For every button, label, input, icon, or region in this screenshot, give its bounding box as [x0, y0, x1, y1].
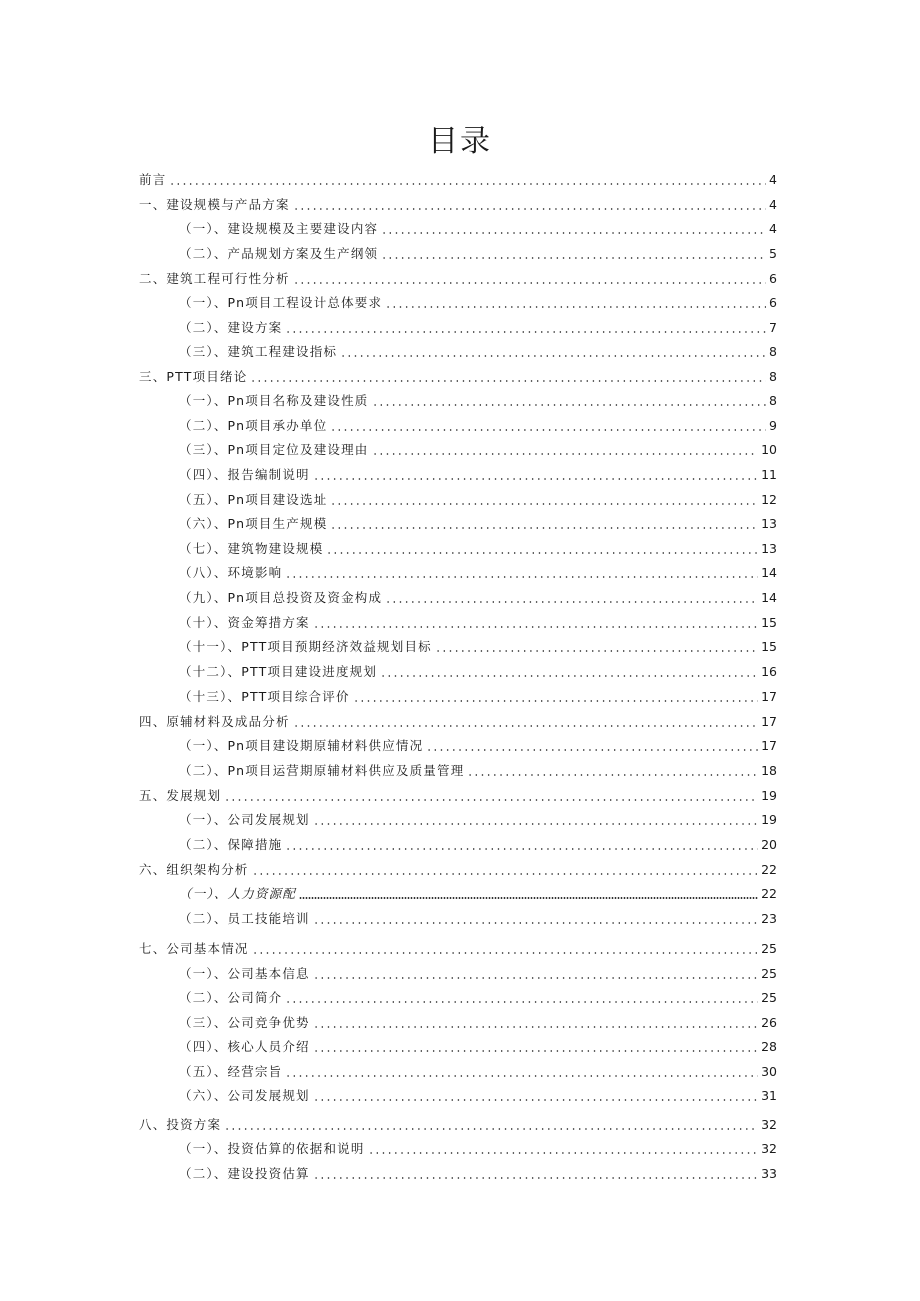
- dot-leader: [435, 650, 758, 652]
- toc-entry-label: （一）、投资估算的依据和说明: [179, 1141, 365, 1156]
- toc-entry-page-number: 19: [761, 787, 777, 803]
- toc-entry[interactable]: [179, 244, 777, 264]
- toc-entry[interactable]: [179, 318, 777, 338]
- toc-entry[interactable]: [179, 1037, 777, 1057]
- toc-entry[interactable]: [179, 1086, 777, 1106]
- toc-entry[interactable]: [179, 687, 777, 707]
- toc-entry-label: （一）、人力资源配: [179, 886, 297, 901]
- dot-leader: [293, 208, 766, 210]
- toc-entry-label: （二）、员工技能培训: [179, 911, 310, 926]
- toc-entry[interactable]: [179, 342, 777, 362]
- dot-leader: [313, 1050, 758, 1052]
- toc-entry-page-number: 7: [769, 319, 777, 335]
- toc-entry-page-number: 33: [761, 1165, 777, 1181]
- dot-leader: [252, 952, 758, 954]
- toc-entry-label: 五、发展规划: [139, 787, 222, 803]
- dot-leader: [313, 1099, 758, 1101]
- dot-leader: [313, 977, 758, 979]
- dot-leader: [381, 232, 766, 234]
- toc-entry-label: （四）、报告编制说明: [179, 467, 310, 482]
- toc-entry[interactable]: [179, 588, 777, 608]
- toc-entry-label: 前言: [139, 172, 167, 187]
- toc-entry-page-number: 8: [769, 344, 777, 359]
- toc-entry[interactable]: [139, 786, 777, 806]
- toc-entry-label: （六）、公司发展规划: [179, 1088, 310, 1103]
- dot-leader: [313, 1177, 758, 1179]
- toc-entry-page-number: 30: [761, 1063, 777, 1079]
- toc-entry[interactable]: [179, 1139, 777, 1159]
- toc-entry-label: （三）、Pn项目定位及建设理由: [179, 442, 369, 457]
- toc-entry-page-number: 17: [761, 713, 777, 729]
- toc-entry[interactable]: [179, 563, 777, 583]
- toc-entry-label: （一）、公司发展规划: [179, 812, 310, 827]
- toc-entry-page-number: 25: [761, 990, 777, 1005]
- toc-entry-page-number: 12: [761, 491, 777, 507]
- toc-entry-page-number: 8: [769, 368, 777, 384]
- toc-entry-page-number: 19: [761, 812, 777, 827]
- toc-entry[interactable]: [179, 884, 777, 904]
- dot-leader: [285, 848, 758, 850]
- toc-entry-page-number: 10: [761, 442, 777, 457]
- dot-leader: [372, 453, 759, 455]
- toc-entry-label: （十二）、PTT项目建设进度规划: [179, 664, 378, 679]
- toc-entry[interactable]: [179, 810, 777, 830]
- toc-entry[interactable]: [179, 219, 777, 239]
- toc-entry-page-number: 9: [769, 417, 777, 433]
- toc-entry-page-number: 4: [769, 221, 777, 236]
- dot-leader: [426, 749, 758, 751]
- toc-entry[interactable]: [179, 465, 777, 485]
- toc-entry[interactable]: [139, 195, 777, 215]
- dot-leader: [313, 823, 758, 825]
- dot-leader: [385, 601, 758, 603]
- page-title: 目录: [428, 124, 492, 159]
- dot-leader: [330, 527, 758, 529]
- toc-entry-label: （二）、Pn项目运营期原辅材料供应及质量管理: [179, 763, 465, 778]
- toc-entry-page-number: 4: [769, 196, 777, 212]
- toc-entry-label: （七）、建筑物建设规模: [179, 540, 324, 556]
- dot-leader: [313, 626, 758, 628]
- toc-entry-label: （三）、建筑工程建设指标: [179, 344, 338, 359]
- dot-leader: [326, 552, 758, 554]
- toc-entry-page-number: 23: [761, 911, 777, 926]
- dot-leader: [285, 576, 758, 578]
- toc-entry[interactable]: [179, 613, 777, 633]
- dot-leader: [380, 675, 758, 677]
- toc-entry-page-number: 18: [761, 763, 777, 778]
- toc-entry-label: 七、公司基本情况: [139, 941, 249, 956]
- dot-leader: [313, 478, 758, 480]
- toc-entry[interactable]: [179, 490, 777, 510]
- toc-entry-label: （二）、建设方案: [179, 319, 283, 335]
- dot-leader: [372, 404, 767, 406]
- toc-entry[interactable]: [139, 1115, 777, 1135]
- toc-entry-page-number: 17: [761, 738, 777, 753]
- dot-leader: [385, 306, 766, 308]
- toc-entry-page-number: 11: [761, 467, 777, 482]
- toc-entry-page-number: 25: [761, 941, 777, 956]
- toc-entry[interactable]: [139, 860, 777, 880]
- toc-entry[interactable]: [179, 391, 777, 411]
- toc-entry[interactable]: [179, 964, 777, 984]
- toc-entry-page-number: 8: [769, 393, 777, 408]
- toc-entry[interactable]: [179, 1013, 777, 1033]
- toc-entry-label: （二）、产品规划方案及生产纲领: [179, 246, 379, 261]
- dot-leader: [353, 700, 758, 702]
- toc-entry-page-number: 5: [769, 246, 777, 261]
- toc-entry-page-number: 16: [761, 664, 777, 679]
- dot-leader: [340, 355, 766, 357]
- toc-entry-label: （一）、建设规模及主要建设内容: [179, 221, 379, 236]
- toc-entry-page-number: 6: [769, 295, 777, 310]
- toc-entry-page-number: 15: [761, 639, 777, 654]
- toc-entry-label: （六）、Pn项目生产规模: [179, 516, 328, 531]
- dot-leader: [368, 1152, 759, 1154]
- dot-leader: [252, 873, 758, 875]
- toc-entry-label: （三）、公司竞争优势: [179, 1014, 310, 1030]
- toc-entry-page-number: 31: [761, 1088, 777, 1103]
- toc-entry[interactable]: [139, 939, 777, 959]
- toc-entry[interactable]: [179, 440, 777, 460]
- toc-entry[interactable]: [139, 712, 777, 732]
- toc-entry-label: （十一）、PTT项目预期经济效益规划目标: [179, 639, 432, 654]
- toc-entry-label: （五）、Pn项目建设选址: [179, 491, 328, 507]
- toc-entry-page-number: 6: [769, 270, 777, 286]
- dot-leader: [285, 1075, 758, 1077]
- toc-entry[interactable]: [179, 761, 777, 781]
- toc-entry-label: （二）、建设投资估算: [179, 1165, 310, 1181]
- toc-entry-label: （八）、环境影响: [179, 565, 283, 580]
- toc-entry[interactable]: [179, 909, 777, 929]
- toc-entry-page-number: 13: [761, 540, 777, 556]
- toc-entry[interactable]: [179, 539, 777, 559]
- toc-entry[interactable]: [179, 637, 777, 657]
- toc-entry-label: 四、原辅材料及成品分析: [139, 713, 290, 729]
- dot-leader: [299, 897, 758, 899]
- dot-leader: [250, 380, 766, 382]
- toc-entry-page-number: 14: [761, 565, 777, 580]
- dot-leader: [169, 183, 766, 185]
- dot-leader: [313, 1026, 758, 1028]
- toc-entry[interactable]: [179, 1062, 777, 1082]
- toc-entry-page-number: 17: [761, 689, 777, 704]
- toc-entry[interactable]: [179, 416, 777, 436]
- toc-entry-label: （五）、经营宗旨: [179, 1063, 283, 1079]
- toc-entry-label: 一、建设规模与产品方案: [139, 196, 290, 212]
- toc-entry-label: （二）、保障措施: [179, 837, 283, 852]
- toc-entry[interactable]: [139, 269, 777, 289]
- toc-entry-label: 八、投资方案: [139, 1116, 222, 1132]
- toc-entry[interactable]: [179, 988, 777, 1008]
- dot-leader: [285, 331, 766, 333]
- toc-entry-page-number: 4: [769, 172, 777, 187]
- toc-entry[interactable]: [179, 736, 777, 756]
- toc-entry-page-number: 13: [761, 516, 777, 531]
- toc-entry-label: （一）、Pn项目工程设计总体要求: [179, 295, 383, 310]
- toc-entry-page-number: 26: [761, 1014, 777, 1030]
- dot-leader: [285, 1001, 758, 1003]
- toc-entry-page-number: 15: [761, 614, 777, 630]
- toc-entry-page-number: 22: [761, 861, 777, 877]
- toc-entry[interactable]: [179, 1164, 777, 1184]
- dot-leader: [330, 503, 758, 505]
- toc-entry-page-number: 25: [761, 965, 777, 981]
- dot-leader: [224, 1128, 758, 1130]
- toc-entry[interactable]: [179, 293, 777, 313]
- toc-entry-page-number: 32: [761, 1141, 777, 1156]
- toc-entry[interactable]: [179, 514, 777, 534]
- toc-entry-label: （一）、公司基本信息: [179, 965, 310, 981]
- toc-entry-page-number: 22: [761, 886, 777, 901]
- toc-entry-label: （一）、Pn项目名称及建设性质: [179, 393, 369, 408]
- toc-entry-label: （九）、Pn项目总投资及资金构成: [179, 590, 383, 605]
- toc-entry-label: （四）、核心人员介绍: [179, 1039, 310, 1054]
- dot-leader: [224, 799, 758, 801]
- toc-entry-label: 六、组织架构分析: [139, 861, 249, 877]
- dot-leader: [330, 429, 766, 431]
- toc-entry-label: （二）、Pn项目承办单位: [179, 417, 328, 433]
- toc-entry-label: （十）、资金筹措方案: [179, 614, 310, 630]
- toc-entry-page-number: 32: [761, 1116, 777, 1132]
- toc-entry[interactable]: [179, 835, 777, 855]
- toc-entry-label: （二）、公司简介: [179, 990, 283, 1005]
- toc-entry-label: （十三）、PTT项目综合评价: [179, 689, 350, 704]
- dot-leader: [293, 725, 758, 727]
- toc-entry[interactable]: [139, 367, 777, 387]
- dot-leader: [293, 282, 766, 284]
- dot-leader: [313, 922, 758, 924]
- dot-leader: [467, 774, 758, 776]
- toc-entry[interactable]: [139, 170, 777, 190]
- dot-leader: [381, 257, 766, 259]
- toc-entry-page-number: 28: [761, 1039, 777, 1054]
- toc-entry-label: 二、建筑工程可行性分析: [139, 270, 290, 286]
- toc-entry-page-number: 14: [761, 590, 777, 605]
- toc-entry-page-number: 20: [761, 837, 777, 852]
- toc-entry-label: （一）、Pn项目建设期原辅材料供应情况: [179, 738, 424, 753]
- toc-entry[interactable]: [179, 662, 777, 682]
- toc-entry-label: 三、PTT项目绪论: [139, 368, 248, 384]
